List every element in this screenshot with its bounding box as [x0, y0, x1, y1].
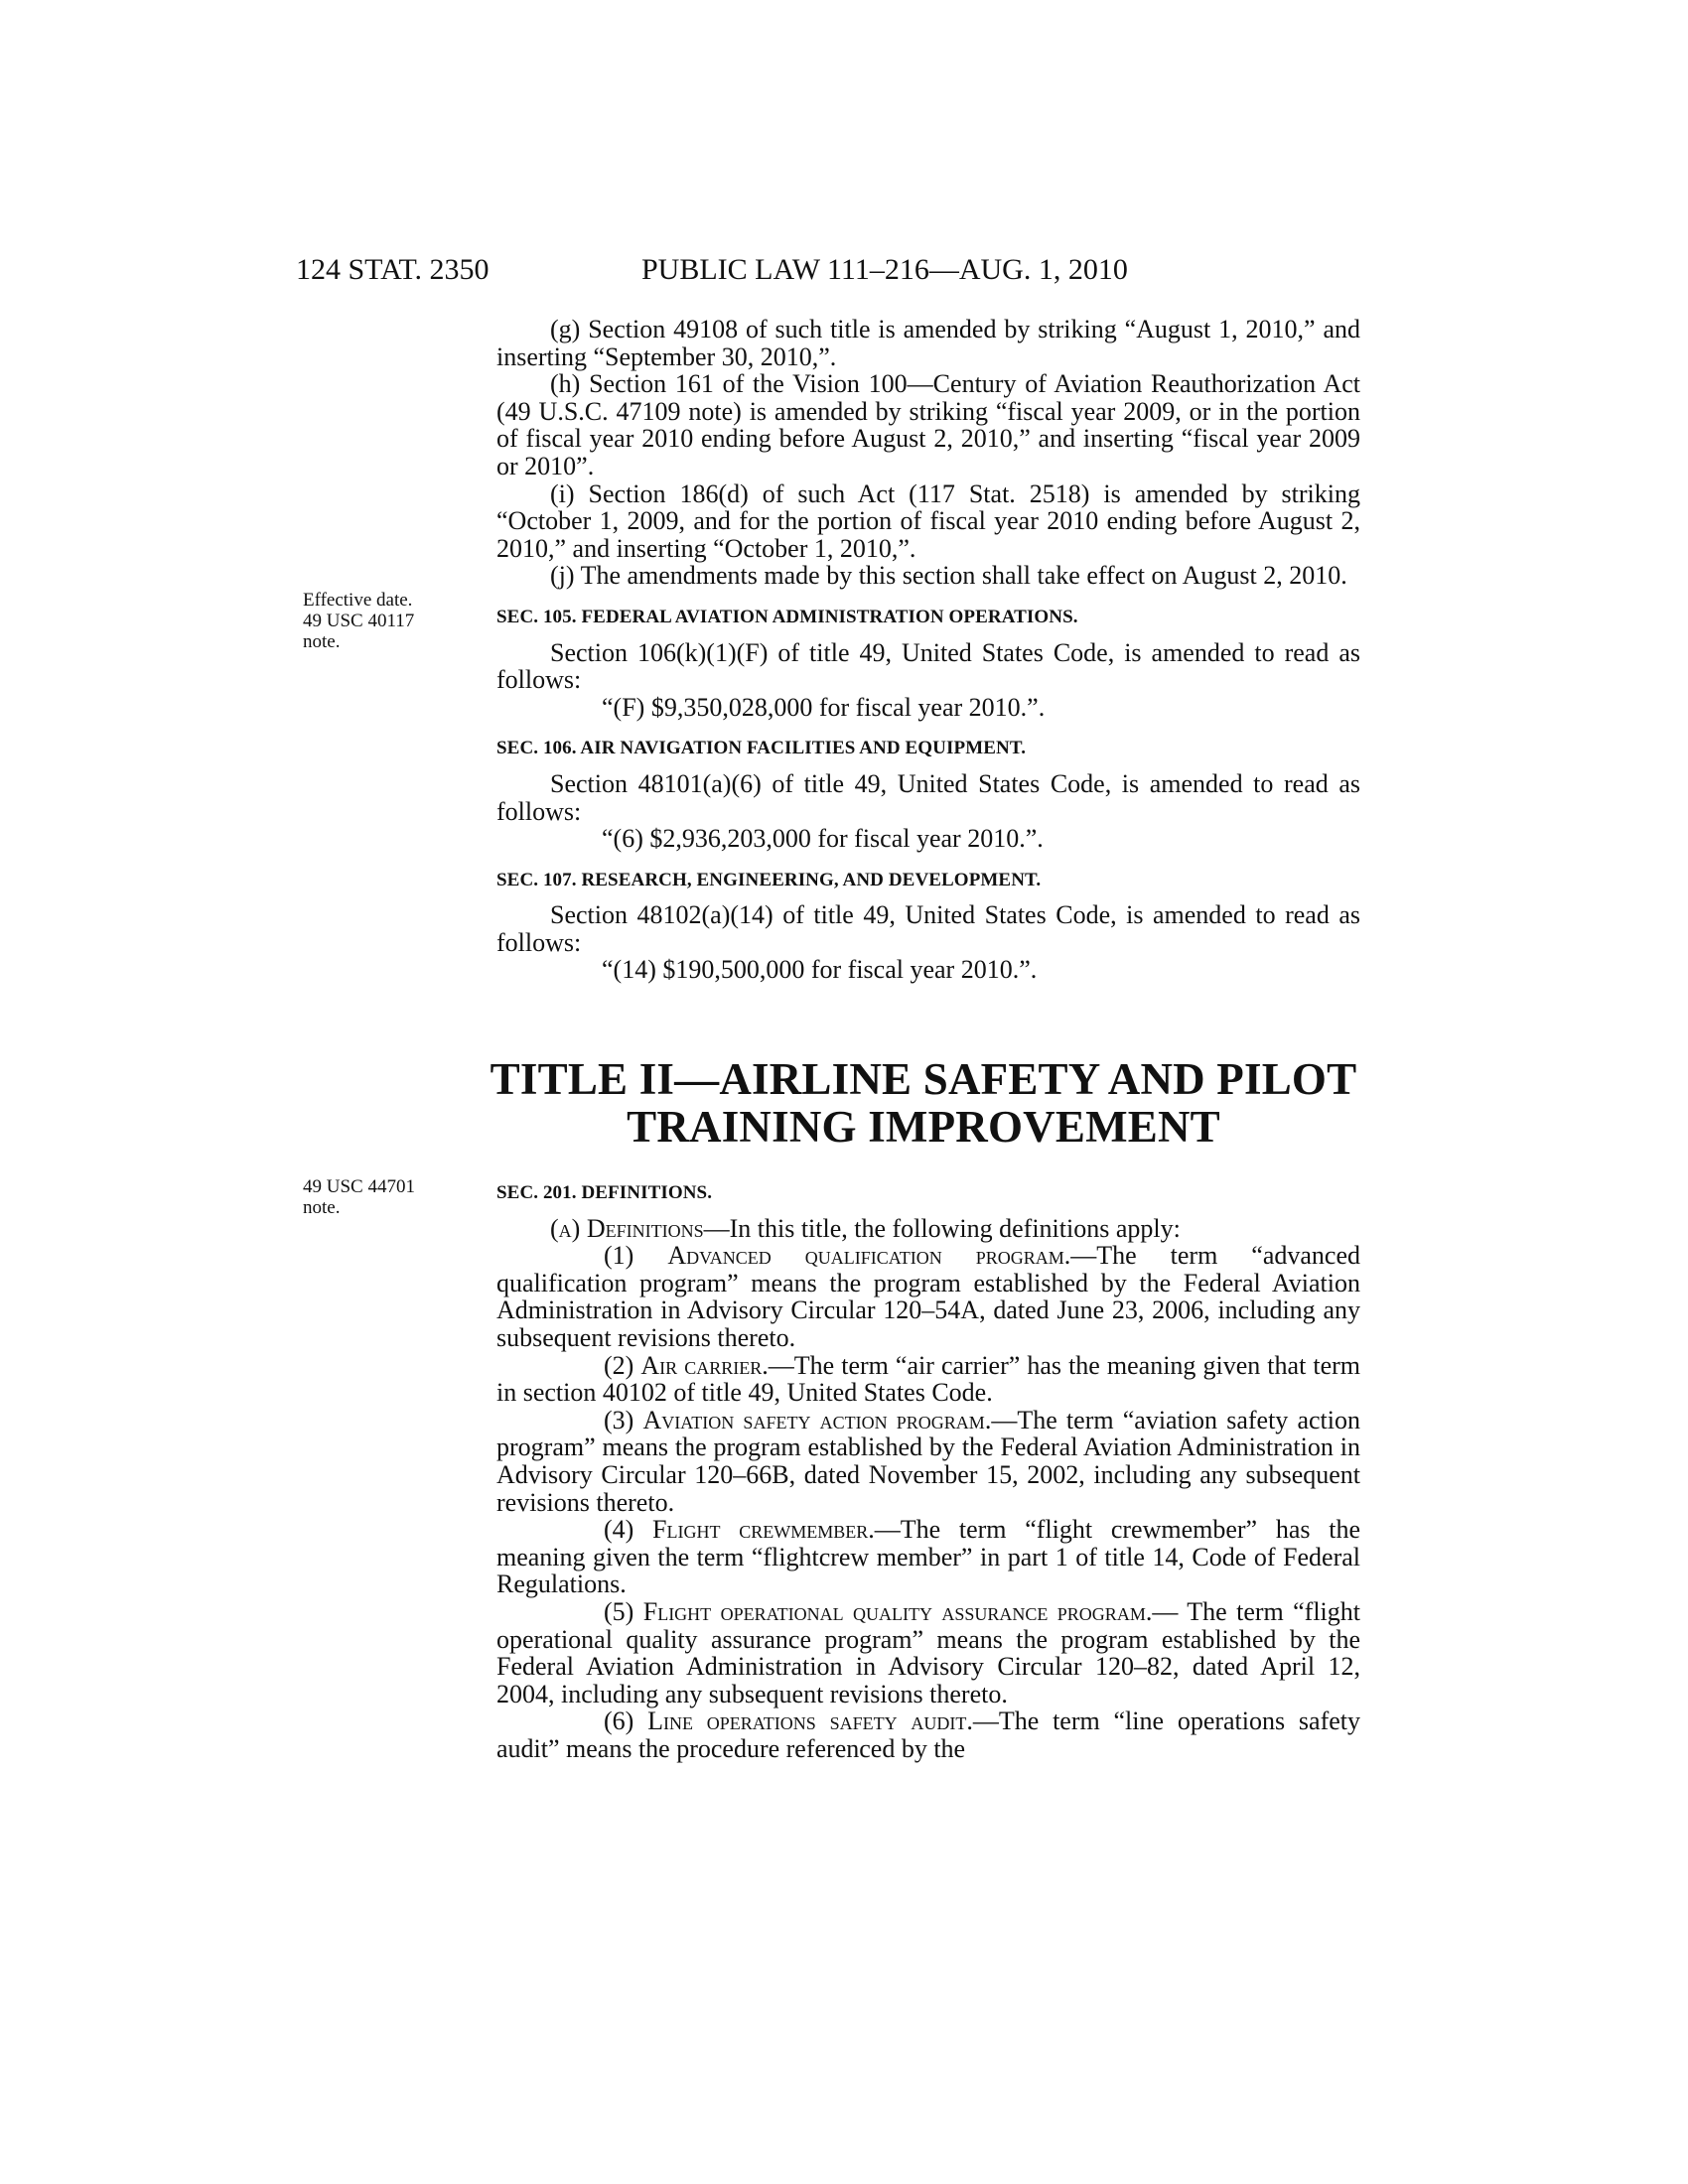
sec-106-heading: SEC. 106. AIR NAVIGATION FACILITIES AND EQUIPMENT. [496, 738, 1027, 759]
sec-105-quote: “(F) $9,350,028,000 for fiscal year 2010.”. [602, 692, 1046, 722]
defined-term: Air carrier [640, 1350, 763, 1380]
subsection-i: (i) Section 186(d) of such Act (117 Stat. 2518) is amended by striking “October 1, 2009, and for the portion of fiscal year 2010 ending before August 2, 2010,” and inserting “October 1, 2010,”. [496, 478, 1360, 563]
title-line: TRAINING IMPROVEMENT [627, 1102, 1220, 1152]
definition-number: (5) [604, 1596, 643, 1626]
margin-note-line: note. [303, 631, 341, 652]
definition-number: (1) [604, 1241, 668, 1271]
definition-5 [496, 1598, 1360, 1707]
sec-107-quote: “(14) $190,500,000 for fiscal year 2010.”. [602, 955, 1038, 985]
defined-term: (a) Definitions [550, 1213, 704, 1243]
definitions-body [496, 1179, 1360, 1762]
definition-text: .—The term “aviation safety action program” means the program established by the Federal Aviation Administration in Advisory Circular 120–66B, dated November 15, 2002, including any subsequent revisions thereto. [496, 1405, 1360, 1517]
subsection-j: (j) The amendments made by this section shall take effect on August 2, 2010. [550, 561, 1347, 591]
definition-2 [496, 1352, 1360, 1407]
margin-note-effective-date [303, 590, 462, 652]
subsection-text: —In this title, the following definitions apply: [703, 1213, 1181, 1243]
definition-1 [496, 1242, 1360, 1351]
definition-number: (3) [604, 1405, 643, 1434]
definition-number: (2) [604, 1350, 641, 1380]
margin-note-definitions [303, 1176, 462, 1218]
running-header [296, 250, 1368, 290]
definition-number: (6) [604, 1706, 648, 1736]
stat-page-number: 124 STAT. 2350 [296, 253, 490, 286]
definition-text: .—The term “advanced qualification program” means the program established by the Federal Aviation Administration in Advisory Circular 120–54A, dated June 23, 2006, including any subsequent revisions thereto. [496, 1241, 1360, 1352]
definition-text: .— The term “flight operational quality assurance program” means the program established by the Federal Aviation Administration in Advisory Circular 120–82, dated April 12, 2004, including any subsequent revisions thereto. [496, 1596, 1361, 1708]
margin-note-line: note. [303, 1197, 341, 1218]
definition-text: .—The term “flight crewmember” has the meaning given the term “flightcrew member” in part 1 of title 14, Code of Federal Regulations. [496, 1515, 1360, 1599]
title-line: TITLE II—AIRLINE SAFETY AND PILOT [490, 1054, 1357, 1104]
defined-term: Advanced qualification program [667, 1241, 1064, 1271]
sec-107-body: Section 48102(a)(14) of title 49, United States Code, is amended to read as follows: [496, 900, 1360, 957]
margin-note-line: 49 USC 44701 [303, 1176, 415, 1197]
definition-text: .—The term “line operations safety audit” means the procedure referenced by the [496, 1706, 1360, 1763]
definition-number: (4) [604, 1515, 653, 1545]
defined-term: Aviation safety action program [642, 1405, 985, 1434]
sec-105-body: Section 106(k)(1)(F) of title 49, United States Code, is amended to read as follows: [496, 637, 1360, 695]
defined-term: Flight crewmember [652, 1515, 869, 1545]
subsection-a [496, 1215, 1360, 1243]
sec-106-body: Section 48101(a)(6) of title 49, United States Code, is amended to read as follows: [496, 768, 1360, 826]
upper-body [496, 316, 1360, 984]
margin-note-line: Effective date. [303, 590, 413, 611]
definition-3 [496, 1407, 1360, 1516]
subsection-g: (g) Section 49108 of such title is amended by striking “August 1, 2010,” and inserting “September 30, 2010,”. [496, 315, 1360, 371]
margin-note-line: 49 USC 40117 [303, 611, 415, 631]
definition-6 [496, 1707, 1360, 1762]
defined-term: Flight operational quality assurance program [642, 1596, 1146, 1626]
definition-text: .—The term “air carrier” has the meaning given that term in section 40102 of title 49, United States Code. [496, 1350, 1360, 1408]
subsection-h: (h) Section 161 of the Vision 100—Century of Aviation Reauthorization Act (49 U.S.C. 47109 note) is amended by striking “fiscal year 2009, or in the portion of fiscal year 2010 ending before August 2, 2010,” and inserting “fiscal year 2009 or 2010”. [496, 369, 1360, 480]
sec-105-heading: SEC. 105. FEDERAL AVIATION ADMINISTRATION OPERATIONS. [496, 606, 1078, 627]
sec-106-quote: “(6) $2,936,203,000 for fiscal year 2010.”. [602, 824, 1044, 854]
sec-107-heading: SEC. 107. RESEARCH, ENGINEERING, AND DEVELOPMENT. [496, 869, 1042, 890]
title-ii-heading [427, 1055, 1420, 1151]
definition-4 [496, 1516, 1360, 1598]
defined-term: Line operations safety audit [647, 1706, 967, 1736]
sec-201-heading: SEC. 201. DEFINITIONS. [496, 1182, 713, 1203]
public-law-citation: PUBLIC LAW 111–216—AUG. 1, 2010 [641, 253, 1128, 286]
